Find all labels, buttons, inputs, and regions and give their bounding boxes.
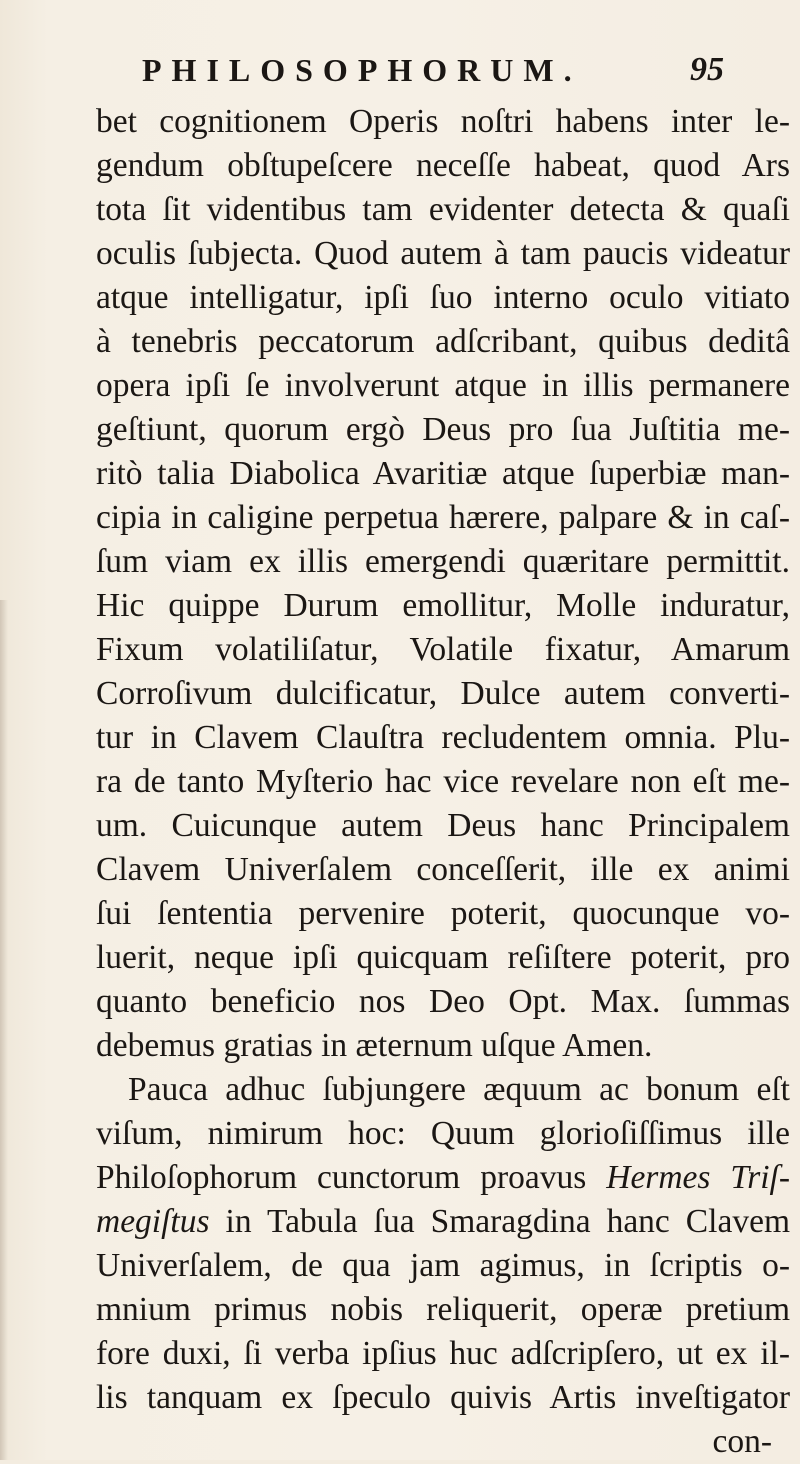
text-line: gendum obſtupeſcere neceſſe habeat, quod Ars (96, 147, 790, 184)
text-line: cipia in caligine perpetua hærere, palpare & in caſ- (96, 499, 790, 536)
text-line: viſum, nimirum hoc: Quum glorioſiſſimus ille (96, 1115, 790, 1152)
text-run: Philoſophorum cunctorum proavus (96, 1159, 587, 1196)
text-line: atque intelligatur, ipſi ſuo interno oculo vitiato (96, 279, 790, 316)
text-line: à tenebris peccatorum adſcribant, quibus deditâ (96, 323, 790, 360)
italic-name-run: megiſtus (96, 1203, 210, 1240)
text-line: bet cognitionem Operis noſtri habens inter le- (96, 103, 790, 140)
text-line: tota ſit videntibus tam evidenter detecta & quaſi (96, 191, 790, 228)
text-line: Hic quippe Durum emollitur, Molle induratur, (96, 587, 790, 624)
italic-name-run: Hermes Triſ- (606, 1159, 791, 1196)
text-line: Clavem Univerſalem conceſſerit, ille ex animi (96, 851, 790, 888)
text-line: debemus gratias in æternum uſque Amen. (96, 1027, 653, 1064)
running-head-title: PHILOSOPHORUM. (142, 52, 582, 88)
text-line: ra de tanto Myſterio hac vice revelare non eſt me- (96, 763, 790, 800)
text-line: quanto beneficio nos Deo Opt. Max. ſummas (96, 983, 790, 1020)
text-line: Corroſivum dulcificatur, Dulce autem converti- (96, 675, 790, 712)
text-line: ritò talia Diabolica Avaritiæ atque ſuperbiæ man- (96, 455, 790, 492)
text-line: oculis ſubjecta. Quod autem à tam paucis videatur (96, 235, 790, 272)
text-line: um. Cuicunque autem Deus hanc Principalem (96, 807, 790, 844)
text-line: Univerſalem, de qua jam agimus, in ſcriptis o- (96, 1247, 790, 1284)
text-line: tur in Clavem Clauſtra recludentem omnia. Plu- (96, 719, 790, 756)
running-head (0, 50, 800, 98)
text-line: ſui ſententia pervenire poterit, quocunque vo- (96, 895, 790, 932)
text-line: Pauca adhuc ſubjungere æquum ac bonum eſt (128, 1071, 790, 1108)
text-line-with-italic (96, 1200, 790, 1244)
text-line: Fixum volatiliſatur, Volatile fixatur, Amarum (96, 631, 790, 668)
text-line: lis tanquam ex ſpeculo quivis Artis inveſtigator (96, 1379, 790, 1416)
body-text (96, 100, 790, 1464)
text-line-with-italic (96, 1156, 790, 1200)
page-gutter-shadow (0, 600, 8, 1460)
text-line: luerit, neque ipſi quicquam reſiſtere poterit, pro (96, 939, 790, 976)
catchword: con- (712, 1423, 772, 1460)
text-line: ſum viam ex illis emergendi quæritare permittit. (96, 543, 790, 580)
text-run: in Tabula ſua Smaragdina hanc Clavem (225, 1203, 790, 1240)
page-number: 95 (690, 51, 724, 88)
text-line: geſtiunt, quorum ergò Deus pro ſua Juſtitia me- (96, 411, 790, 448)
text-line: fore duxi, ſi verba ipſius huc adſcripſero, ut ex il- (96, 1335, 790, 1372)
text-line: mnium primus nobis reliquerit, operæ pretium (96, 1291, 790, 1328)
text-line: opera ipſi ſe involverunt atque in illis permanere (96, 367, 790, 404)
